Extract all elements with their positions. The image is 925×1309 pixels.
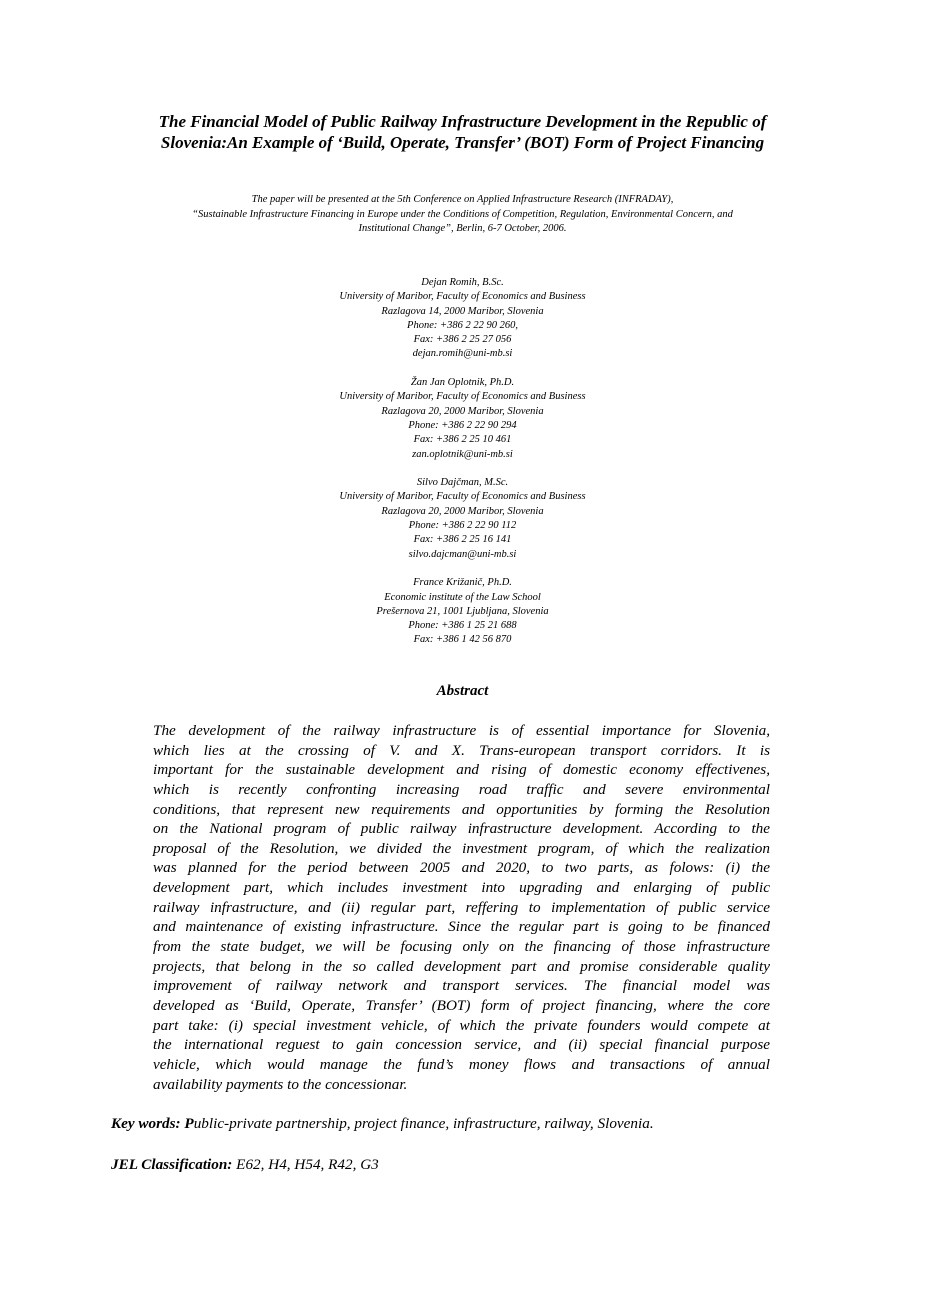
author-phone: Phone: +386 2 22 90 112 [408,520,517,532]
paper-title [100,111,825,153]
author-affiliation: University of Maribor, Faculty of Economics and Business [339,291,586,303]
title-line: Slovenia:An Example of ‘Build, Operate, Transfer’ (BOT) Form of Project Financing [160,133,765,152]
abstract-line: which is recently confronting increasing road traffic and severe environmental [153,780,770,798]
author-name: France Križanič, Ph.D. [413,577,512,589]
conference-note-line: Institutional Change”, Berlin, 6-7 October, 2006. [358,223,567,234]
keywords-text: ublic-private partnership, project finance, infrastructure, railway, Slovenia. [193,1115,654,1132]
author-block [150,376,775,462]
keywords [111,1114,811,1134]
abstract-body [153,721,770,1094]
abstract-line: developed as ‘Build, Operate, Transfer’ (BOT) form of project financing, where the core [153,996,770,1014]
abstract-line: development part, which includes investment into upgrading and enlarging of public [153,879,770,897]
abstract-line: was planned for the period between 2005 and 2020, to two parts, as folows: (i) the [153,859,770,877]
abstract-line: on the National program of public railway infrastructure development. According to the [153,820,770,838]
author-name: Žan Jan Oplotnik, Ph.D. [410,377,515,389]
author-address: Razlagova 14, 2000 Maribor, Slovenia [381,305,544,317]
abstract-line: improvement of railway network and transport services. The financial model was [153,977,770,995]
author-email[interactable]: dejan.romih@uni-mb.si [412,348,513,360]
author-email[interactable]: zan.oplotnik@uni-mb.si [412,448,513,460]
author-block [150,476,775,562]
jel-label: JEL Classification: [111,1156,233,1173]
author-fax: Fax: +386 2 25 10 461 [413,434,512,446]
abstract-heading: Abstract [436,683,489,699]
abstract-line: important for the sustainable development and rising of domestic economy effectivenes, [153,761,770,779]
abstract-line: which lies at the crossing of V. and X. Trans-european transport corridors. It is [153,741,770,759]
author-fax: Fax: +386 2 25 27 056 [413,334,512,346]
abstract-line: The development of the railway infrastructure is of essential importance for Slovenia, [153,722,770,739]
keywords-label: Key words: P [111,1115,194,1132]
author-email[interactable]: silvo.dajcman@uni-mb.si [408,548,517,560]
author-name: Dejan Romih, B.Sc. [421,277,504,288]
author-affiliation: University of Maribor, Faculty of Economics and Business [339,391,586,403]
conference-note-line: “Sustainable Infrastructure Financing in Europe under the Conditions of Competition, Regulation, Environmental Concern, and [192,208,733,220]
abstract-line: railway infrastructure, and (ii) regular part, reffering to implementation of public service [153,898,770,916]
author-name: Silvo Dajčman, M.Sc. [416,477,509,489]
author-phone: Phone: +386 2 22 90 260, [407,319,518,331]
abstract-line: projects, that belong in the so called development part and promise considerable quality [153,957,770,975]
abstract-line: vehicle, which would manage the fund’s money flows and transactions of annual [153,1055,770,1073]
conference-note [100,193,825,237]
author-fax: Fax: +386 2 25 16 141 [413,534,512,546]
jel-classification [111,1155,811,1175]
abstract-line: availability payments to the concessionar. [153,1075,408,1093]
conference-note-line: The paper will be presented at the 5th Conference on Applied Infrastructure Research (INFRADAY), [251,194,674,205]
author-address: Razlagova 20, 2000 Maribor, Slovenia [381,405,544,417]
author-block [150,576,775,647]
author-block [150,276,775,362]
abstract-line: proposal of the Resolution, we divided the investment program, of which the realization [153,839,770,857]
author-list [150,276,775,662]
abstract-line: from the state budget, we will be focusing only on the financing of those infrastructure [153,938,770,956]
author-affiliation: Economic institute of the Law School [384,591,541,603]
author-affiliation: University of Maribor, Faculty of Economics and Business [339,491,586,503]
author-phone: Phone: +386 2 22 90 294 [408,419,517,431]
author-address: Prešernova 21, 1001 Ljubljana, Slovenia [376,605,549,617]
title-line: The Financial Model of Public Railway Infrastructure Development in the Republic of [158,112,767,131]
abstract-line: conditions, that represent new requirements and opportunities by forming the Resolution [153,800,770,818]
abstract-line: and maintenance of existing infrastructure. Since the regular part is going to be financed [153,918,770,936]
author-fax: Fax: +386 1 42 56 870 [413,634,512,646]
jel-codes: E62, H4, H54, R42, G3 [232,1156,379,1173]
author-phone: Phone: +386 1 25 21 688 [408,620,517,632]
abstract-line: part take: (i) special investment vehicle, of which the private founders would compete at [153,1016,770,1034]
abstract-line: the international reguest to gain concession service, and (ii) special financial purpose [153,1036,770,1054]
author-address: Razlagova 20, 2000 Maribor, Slovenia [381,505,544,517]
